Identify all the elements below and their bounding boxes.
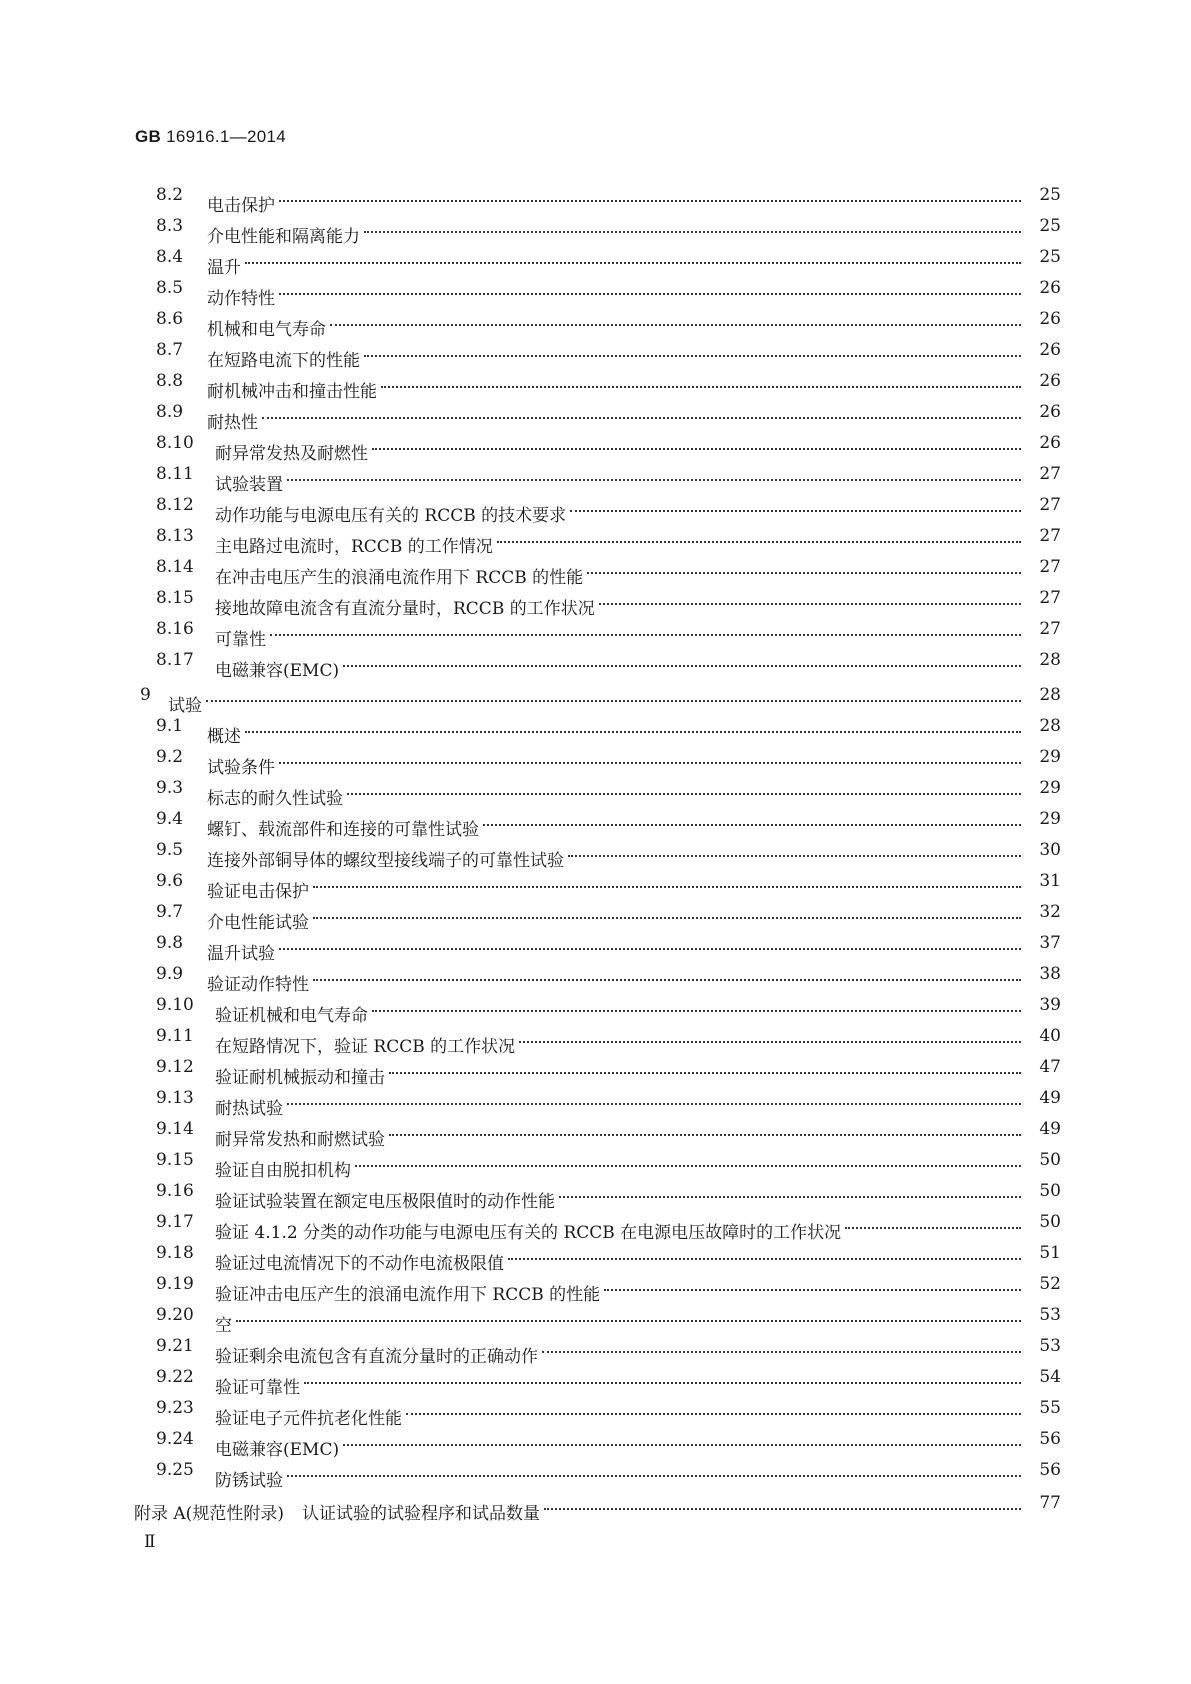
toc-entry-title: 验证 4.1.2 分类的动作功能与电源电压有关的 RCCB 在电源电压故障时的工作状况 — [215, 1223, 842, 1243]
toc-leader-dots — [206, 680, 1021, 711]
toc-entry-page: 28 — [1039, 716, 1061, 736]
toc-entry[interactable] — [0, 521, 1191, 557]
toc-entry-page: 26 — [1039, 309, 1061, 329]
toc-entry-page: 27 — [1039, 619, 1061, 639]
toc-entry-title: 温升 — [207, 258, 241, 278]
toc-entry-number: 9.21 — [156, 1336, 194, 1356]
toc-entry-page: 56 — [1039, 1429, 1061, 1449]
toc-entry-page: 56 — [1039, 1460, 1061, 1480]
page-number-footer: Ⅱ — [144, 1532, 156, 1552]
toc-entry-page: 27 — [1039, 588, 1061, 608]
standard-prefix: GB — [135, 127, 162, 146]
toc-leader-dots — [544, 1488, 1021, 1519]
toc-entry-page: 31 — [1039, 871, 1061, 891]
toc-entry-title: 空 — [215, 1316, 232, 1336]
toc-entry-title-line — [134, 1488, 1021, 1530]
toc-entry-title: 在短路电流下的性能 — [207, 351, 360, 371]
toc-entry-number: 9.16 — [156, 1181, 194, 1201]
toc-entry[interactable] — [0, 1238, 1191, 1274]
toc-entry-title: 验证动作特性 — [207, 975, 309, 995]
toc-entry-number: 9.10 — [156, 995, 194, 1015]
toc-entry[interactable] — [0, 490, 1191, 526]
toc-entry-title: 验证剩余电流包含有直流分量时的正确动作 — [215, 1347, 538, 1367]
toc-entry-page: 39 — [1039, 995, 1061, 1015]
toc-leader-dots — [364, 211, 1021, 242]
toc-entry-number: 9.2 — [156, 747, 184, 767]
toc-leader-dots — [389, 1052, 1021, 1083]
toc-entry[interactable] — [0, 552, 1191, 588]
toc-entry-number: 8.14 — [156, 557, 194, 577]
toc-entry-number: 9.14 — [156, 1119, 194, 1139]
toc-entry-page: 27 — [1039, 495, 1061, 515]
toc-entry-title: 介电性能和隔离能力 — [207, 227, 360, 247]
toc-leader-dots — [559, 1176, 1021, 1207]
toc-entry-number: 8.8 — [156, 371, 184, 391]
toc-entry-title: 验证冲击电压产生的浪涌电流作用下 RCCB 的性能 — [215, 1285, 601, 1305]
toc-entry-title: 在冲击电压产生的浪涌电流作用下 RCCB 的性能 — [215, 568, 584, 588]
toc-entry-page: 50 — [1039, 1150, 1061, 1170]
toc-leader-dots — [845, 1207, 1021, 1238]
toc-entry-page: 26 — [1039, 371, 1061, 391]
toc-leader-dots — [604, 1269, 1021, 1300]
toc-entry-number: 9.9 — [156, 964, 184, 984]
toc-entry-page: 37 — [1039, 933, 1061, 953]
toc-entry[interactable] — [0, 1455, 1191, 1491]
toc-entry-number: 8.12 — [156, 495, 194, 515]
toc-leader-dots — [355, 1145, 1021, 1176]
toc-entry[interactable] — [0, 583, 1191, 619]
toc-entry-title: 电击保护 — [207, 196, 275, 216]
toc-entry-page: 28 — [1039, 685, 1061, 705]
toc-entry[interactable] — [0, 614, 1191, 650]
toc-entry-number: 8.17 — [156, 650, 194, 670]
toc-entry-page: 47 — [1039, 1057, 1061, 1077]
annex-title: 认证试验的试验程序和试品数量 — [301, 1504, 540, 1524]
toc-entry-number: 8.11 — [156, 464, 194, 484]
toc-entry-page: 49 — [1039, 1088, 1061, 1108]
toc-leader-dots — [287, 1083, 1021, 1114]
toc-entry-page: 26 — [1039, 402, 1061, 422]
toc-entry-page: 27 — [1039, 464, 1061, 484]
toc-entry-title: 机械和电气寿命 — [207, 320, 326, 340]
toc-entry-number: 9.17 — [156, 1212, 194, 1232]
toc-entry-page: 28 — [1039, 650, 1061, 670]
toc-entry[interactable] — [0, 1021, 1191, 1057]
toc-entry[interactable] — [0, 742, 1191, 778]
toc-entry-number: 9.15 — [156, 1150, 194, 1170]
toc-entry[interactable] — [0, 1424, 1191, 1460]
toc-leader-dots — [381, 366, 1021, 397]
toc-entry-number: 8.2 — [156, 185, 184, 205]
toc-leader-dots — [245, 242, 1021, 273]
toc-entry-number: 8.6 — [156, 309, 184, 329]
toc-entry[interactable] — [0, 1362, 1191, 1398]
toc-leader-dots — [330, 304, 1021, 335]
toc-entry-annex[interactable] — [0, 1488, 1191, 1524]
toc-entry-page: 50 — [1039, 1212, 1061, 1232]
toc-entry-title: 防锈试验 — [215, 1471, 283, 1491]
toc-entry[interactable] — [0, 459, 1191, 495]
toc-entry-number: 9.7 — [156, 902, 184, 922]
toc-entry-number: 8.7 — [156, 340, 184, 360]
toc-entry-page: 38 — [1039, 964, 1061, 984]
toc-entry-title: 试验装置 — [215, 475, 283, 495]
toc-leader-dots — [279, 928, 1021, 959]
toc-entry-title: 验证试验装置在额定电压极限值时的动作性能 — [215, 1192, 555, 1212]
standard-number-header — [135, 127, 286, 147]
toc-entry-number: 9.25 — [156, 1460, 194, 1480]
toc-entry-number: 8.5 — [156, 278, 184, 298]
toc-entry[interactable] — [0, 928, 1191, 964]
toc-entry-number: 8.13 — [156, 526, 194, 546]
toc-entry[interactable] — [0, 1393, 1191, 1429]
toc-leader-dots — [372, 428, 1021, 459]
toc-entry-page: 29 — [1039, 778, 1061, 798]
toc-leader-dots — [599, 583, 1021, 614]
toc-entry-page: 51 — [1039, 1243, 1061, 1263]
toc-leader-dots — [542, 1331, 1021, 1362]
toc-leader-dots — [313, 897, 1021, 928]
toc-entry[interactable] — [0, 1052, 1191, 1088]
toc-entry-page: 40 — [1039, 1026, 1061, 1046]
toc-entry-title: 验证机械和电气寿命 — [215, 1006, 368, 1026]
toc-entry[interactable] — [0, 645, 1191, 681]
toc-entry-page: 77 — [1039, 1493, 1061, 1513]
toc-entry-page: 49 — [1039, 1119, 1061, 1139]
toc-entry-title: 验证电子元件抗老化性能 — [215, 1409, 402, 1429]
toc-entry[interactable] — [0, 866, 1191, 902]
toc-entry-title: 可靠性 — [215, 630, 266, 650]
toc-entry[interactable] — [0, 773, 1191, 809]
toc-entry-title: 标志的耐久性试验 — [207, 789, 343, 809]
toc-entry[interactable] — [0, 304, 1191, 340]
toc-entry[interactable] — [0, 959, 1191, 995]
toc-entry-title: 耐异常发热及耐燃性 — [215, 444, 368, 464]
toc-entry-number: 9.20 — [156, 1305, 194, 1325]
toc-entry-title — [134, 1499, 544, 1530]
toc-entry-number: 9.4 — [156, 809, 184, 829]
toc-leader-dots — [343, 645, 1021, 676]
toc-entry[interactable] — [0, 1083, 1191, 1119]
toc-entry-number: 9.6 — [156, 871, 184, 891]
toc-entry-title: 接地故障电流含有直流分量时，RCCB 的工作状况 — [215, 599, 595, 619]
toc-leader-dots — [347, 773, 1021, 804]
toc-leader-dots — [313, 959, 1021, 990]
toc-entry-page: 27 — [1039, 526, 1061, 546]
toc-entry-number: 8.16 — [156, 619, 194, 639]
toc-entry[interactable] — [0, 180, 1191, 216]
toc-entry[interactable] — [0, 711, 1191, 747]
toc-entry-number: 9.18 — [156, 1243, 194, 1263]
toc-entry-page: 52 — [1039, 1274, 1061, 1294]
toc-leader-dots — [364, 335, 1021, 366]
toc-entry-title: 温升试验 — [207, 944, 275, 964]
toc-entry-title: 耐异常发热和耐燃试验 — [215, 1130, 385, 1150]
toc-leader-dots — [287, 1455, 1021, 1486]
toc-leader-dots — [406, 1393, 1021, 1424]
toc-entry[interactable] — [0, 1114, 1191, 1150]
toc-entry-page: 26 — [1039, 340, 1061, 360]
toc-entry-title: 介电性能试验 — [207, 913, 309, 933]
standard-code: 16916.1—2014 — [166, 127, 287, 146]
toc-entry[interactable] — [0, 242, 1191, 278]
toc-entry[interactable] — [0, 897, 1191, 933]
toc-entry[interactable] — [0, 1331, 1191, 1367]
toc-entry-page: 27 — [1039, 557, 1061, 577]
toc-entry-title: 在短路情况下，验证 RCCB 的工作状况 — [215, 1037, 516, 1057]
toc-entry-title: 耐热试验 — [215, 1099, 283, 1119]
toc-leader-dots — [519, 1021, 1021, 1052]
toc-entry-page: 50 — [1039, 1181, 1061, 1201]
toc-entry[interactable] — [0, 835, 1191, 871]
toc-entry[interactable] — [0, 1300, 1191, 1336]
toc-entry[interactable] — [0, 428, 1191, 464]
toc-leader-dots — [483, 804, 1021, 835]
toc-entry[interactable] — [0, 1176, 1191, 1212]
toc-entry-page: 25 — [1039, 185, 1061, 205]
toc-leader-dots — [270, 614, 1021, 645]
toc-entry-page: 32 — [1039, 902, 1061, 922]
toc-entry-title: 连接外部铜导体的螺纹型接线端子的可靠性试验 — [207, 851, 564, 871]
toc-entry-page: 26 — [1039, 433, 1061, 453]
toc-entry-page: 53 — [1039, 1305, 1061, 1325]
toc-leader-dots — [343, 1424, 1021, 1455]
toc-entry-number: 9.11 — [156, 1026, 194, 1046]
toc-entry[interactable] — [0, 1145, 1191, 1181]
toc-entry-number: 9.13 — [156, 1088, 194, 1108]
toc-leader-dots — [304, 1362, 1021, 1393]
toc-entry[interactable] — [0, 1207, 1191, 1243]
toc-entry[interactable] — [0, 273, 1191, 309]
toc-entry-title: 验证自由脱扣机构 — [215, 1161, 351, 1181]
toc-leader-dots — [287, 459, 1021, 490]
toc-entry-title: 动作特性 — [207, 289, 275, 309]
toc-entry[interactable] — [0, 211, 1191, 247]
toc-entry-page: 54 — [1039, 1367, 1061, 1387]
toc-leader-dots — [245, 711, 1021, 742]
toc-entry-title: 动作功能与电源电压有关的 RCCB 的技术要求 — [215, 506, 567, 526]
toc-entry[interactable] — [0, 990, 1191, 1026]
toc-leader-dots — [568, 835, 1021, 866]
toc-entry-number: 9.22 — [156, 1367, 194, 1387]
toc-entry-page: 25 — [1039, 247, 1061, 267]
toc-leader-dots — [262, 397, 1021, 428]
toc-entry-page: 53 — [1039, 1336, 1061, 1356]
toc-entry-title: 概述 — [207, 727, 241, 747]
toc-entry-number: 9.12 — [156, 1057, 194, 1077]
toc-entry-number: 9.23 — [156, 1398, 194, 1418]
toc-leader-dots — [279, 180, 1021, 211]
toc-entry[interactable] — [0, 680, 1191, 716]
toc-entry-title: 验证耐机械振动和撞击 — [215, 1068, 385, 1088]
toc-entry-number: 8.9 — [156, 402, 184, 422]
toc-entry-title: 电磁兼容(EMC) — [215, 1440, 340, 1460]
toc-entry-number: 9.24 — [156, 1429, 194, 1449]
annex-label: 附录 A(规范性附录) — [134, 1504, 284, 1524]
toc-entry-page: 29 — [1039, 809, 1061, 829]
toc-entry[interactable] — [0, 335, 1191, 371]
toc-entry-page: 29 — [1039, 747, 1061, 767]
toc-entry-page: 25 — [1039, 216, 1061, 236]
toc-leader-dots — [313, 866, 1021, 897]
toc-entry[interactable] — [0, 397, 1191, 433]
toc-leader-dots — [236, 1300, 1021, 1331]
toc-leader-dots — [570, 490, 1021, 521]
toc-entry[interactable] — [0, 804, 1191, 840]
toc-entry-title: 耐热性 — [207, 413, 258, 433]
toc-entry-title: 螺钉、载流部件和连接的可靠性试验 — [207, 820, 479, 840]
toc-entry-title: 试验条件 — [207, 758, 275, 778]
toc-leader-dots — [279, 742, 1021, 773]
toc-entry[interactable] — [0, 366, 1191, 402]
toc-entry-number: 9.19 — [156, 1274, 194, 1294]
toc-entry-title: 电磁兼容(EMC) — [215, 661, 340, 681]
toc-entry-title: 验证可靠性 — [215, 1378, 300, 1398]
toc-entry-number: 9.5 — [156, 840, 184, 860]
toc-entry-page: 55 — [1039, 1398, 1061, 1418]
toc-leader-dots — [372, 990, 1021, 1021]
toc-entry-title: 验证过电流情况下的不动作电流极限值 — [215, 1254, 504, 1274]
toc-leader-dots — [497, 521, 1021, 552]
toc-leader-dots — [508, 1238, 1021, 1269]
toc-entry-page: 30 — [1039, 840, 1061, 860]
toc-entry-number: 8.10 — [156, 433, 194, 453]
toc-entry-title: 耐机械冲击和撞击性能 — [207, 382, 377, 402]
toc-entry-number: 9 — [140, 685, 151, 705]
toc-leader-dots — [587, 552, 1021, 583]
toc-entry-page: 26 — [1039, 278, 1061, 298]
toc-leader-dots — [389, 1114, 1021, 1145]
toc-entry-title: 试验 — [168, 696, 202, 716]
toc-entry-number: 8.15 — [156, 588, 194, 608]
toc-entry-number: 8.3 — [156, 216, 184, 236]
toc-entry-number: 8.4 — [156, 247, 184, 267]
toc-entry-number: 9.8 — [156, 933, 184, 953]
toc-entry-number: 9.1 — [156, 716, 184, 736]
toc-entry[interactable] — [0, 1269, 1191, 1305]
toc-entry-number: 9.3 — [156, 778, 184, 798]
toc-entry-title: 验证电击保护 — [207, 882, 309, 902]
toc-entry-title: 主电路过电流时，RCCB 的工作情况 — [215, 537, 493, 557]
toc-leader-dots — [279, 273, 1021, 304]
